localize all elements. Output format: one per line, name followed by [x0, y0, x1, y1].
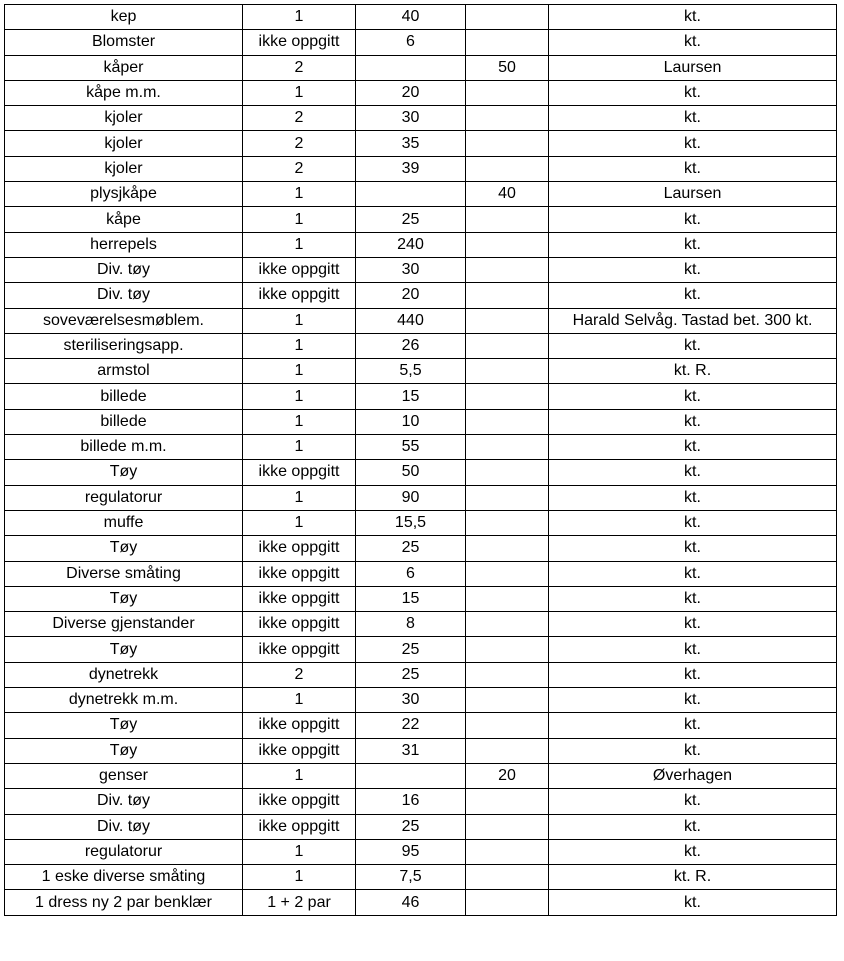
quantity-cell: 2	[243, 156, 356, 181]
price-cell: 22	[356, 713, 466, 738]
bid-cell	[466, 232, 549, 257]
table-row	[5, 409, 837, 434]
table-row	[5, 182, 837, 207]
bid-cell	[466, 359, 549, 384]
buyer-cell: Laursen	[549, 182, 837, 207]
item-cell: Div. tøy	[5, 257, 243, 282]
price-cell: 15	[356, 384, 466, 409]
bid-cell	[466, 30, 549, 55]
item-cell: billede	[5, 384, 243, 409]
table-row	[5, 763, 837, 788]
item-cell: Tøy	[5, 738, 243, 763]
buyer-cell: kt.	[549, 30, 837, 55]
quantity-cell: 2	[243, 662, 356, 687]
price-cell: 39	[356, 156, 466, 181]
buyer-cell: kt. R.	[549, 865, 837, 890]
table-row	[5, 106, 837, 131]
quantity-cell: 1	[243, 182, 356, 207]
buyer-cell: kt.	[549, 713, 837, 738]
bid-cell	[466, 106, 549, 131]
buyer-cell: kt.	[549, 814, 837, 839]
quantity-cell: 1	[243, 80, 356, 105]
price-cell: 26	[356, 333, 466, 358]
buyer-cell: kt.	[549, 257, 837, 282]
quantity-cell: 1 + 2 par	[243, 890, 356, 915]
buyer-cell: kt.	[549, 561, 837, 586]
table-row	[5, 637, 837, 662]
table-body	[5, 5, 837, 916]
buyer-cell: kt.	[549, 789, 837, 814]
price-cell: 10	[356, 409, 466, 434]
item-cell: Blomster	[5, 30, 243, 55]
bid-cell	[466, 308, 549, 333]
item-cell: Diverse gjenstander	[5, 612, 243, 637]
bid-cell	[466, 485, 549, 510]
quantity-cell: 1	[243, 333, 356, 358]
item-cell: kåpe	[5, 207, 243, 232]
buyer-cell: kt.	[549, 131, 837, 156]
bid-cell	[466, 814, 549, 839]
bid-cell	[466, 283, 549, 308]
buyer-cell: Harald Selvåg. Tastad bet. 300 kt.	[549, 308, 837, 333]
auction-table	[4, 4, 837, 916]
item-cell: regulatorur	[5, 839, 243, 864]
quantity-cell: ikke oppgitt	[243, 30, 356, 55]
quantity-cell: ikke oppgitt	[243, 586, 356, 611]
table-row	[5, 485, 837, 510]
buyer-cell: kt.	[549, 890, 837, 915]
bid-cell	[466, 839, 549, 864]
table-row	[5, 536, 837, 561]
price-cell: 30	[356, 106, 466, 131]
buyer-cell: Laursen	[549, 55, 837, 80]
item-cell: armstol	[5, 359, 243, 384]
price-cell: 7,5	[356, 865, 466, 890]
bid-cell: 20	[466, 763, 549, 788]
bid-cell	[466, 409, 549, 434]
buyer-cell: kt.	[549, 333, 837, 358]
quantity-cell: 1	[243, 865, 356, 890]
price-cell: 6	[356, 561, 466, 586]
price-cell: 50	[356, 460, 466, 485]
table-row	[5, 713, 837, 738]
buyer-cell: kt.	[549, 106, 837, 131]
price-cell: 31	[356, 738, 466, 763]
buyer-cell: kt.	[549, 839, 837, 864]
item-cell: Diverse småting	[5, 561, 243, 586]
table-row	[5, 55, 837, 80]
quantity-cell: 1	[243, 308, 356, 333]
bid-cell	[466, 586, 549, 611]
item-cell: billede m.m.	[5, 435, 243, 460]
quantity-cell: 1	[243, 485, 356, 510]
quantity-cell: 2	[243, 131, 356, 156]
bid-cell	[466, 865, 549, 890]
bid-cell	[466, 5, 549, 30]
price-cell: 8	[356, 612, 466, 637]
item-cell: Tøy	[5, 536, 243, 561]
table-row	[5, 510, 837, 535]
price-cell: 25	[356, 814, 466, 839]
bid-cell	[466, 207, 549, 232]
item-cell: 1 eske diverse småting	[5, 865, 243, 890]
bid-cell	[466, 637, 549, 662]
table-row	[5, 890, 837, 915]
quantity-cell: 2	[243, 106, 356, 131]
item-cell: soveværelsesmøblem.	[5, 308, 243, 333]
bid-cell	[466, 536, 549, 561]
quantity-cell: 1	[243, 409, 356, 434]
item-cell: genser	[5, 763, 243, 788]
table-row	[5, 662, 837, 687]
price-cell	[356, 55, 466, 80]
price-cell: 30	[356, 257, 466, 282]
buyer-cell: kt.	[549, 409, 837, 434]
table-row	[5, 384, 837, 409]
quantity-cell: 1	[243, 435, 356, 460]
bid-cell	[466, 156, 549, 181]
bid-cell	[466, 789, 549, 814]
price-cell: 25	[356, 536, 466, 561]
table-row	[5, 789, 837, 814]
quantity-cell: ikke oppgitt	[243, 713, 356, 738]
quantity-cell: ikke oppgitt	[243, 460, 356, 485]
quantity-cell: 1	[243, 207, 356, 232]
item-cell: Tøy	[5, 713, 243, 738]
item-cell: Div. tøy	[5, 814, 243, 839]
price-cell: 35	[356, 131, 466, 156]
table-row	[5, 333, 837, 358]
table-row	[5, 865, 837, 890]
buyer-cell: kt.	[549, 5, 837, 30]
table-row	[5, 738, 837, 763]
bid-cell	[466, 435, 549, 460]
item-cell: dynetrekk	[5, 662, 243, 687]
buyer-cell: kt.	[549, 688, 837, 713]
price-cell: 25	[356, 207, 466, 232]
item-cell: kjoler	[5, 106, 243, 131]
quantity-cell: ikke oppgitt	[243, 283, 356, 308]
quantity-cell: 1	[243, 510, 356, 535]
price-cell: 90	[356, 485, 466, 510]
price-cell: 15	[356, 586, 466, 611]
bid-cell	[466, 510, 549, 535]
quantity-cell: ikke oppgitt	[243, 738, 356, 763]
quantity-cell: 1	[243, 5, 356, 30]
table-row	[5, 308, 837, 333]
bid-cell	[466, 890, 549, 915]
buyer-cell: kt.	[549, 207, 837, 232]
item-cell: dynetrekk m.m.	[5, 688, 243, 713]
buyer-cell: kt.	[549, 586, 837, 611]
table-row	[5, 359, 837, 384]
bid-cell: 50	[466, 55, 549, 80]
bid-cell	[466, 561, 549, 586]
price-cell: 5,5	[356, 359, 466, 384]
table-row	[5, 586, 837, 611]
quantity-cell: 1	[243, 839, 356, 864]
item-cell: Tøy	[5, 637, 243, 662]
buyer-cell: kt.	[549, 460, 837, 485]
price-cell: 15,5	[356, 510, 466, 535]
quantity-cell: 1	[243, 688, 356, 713]
quantity-cell: ikke oppgitt	[243, 257, 356, 282]
table-row	[5, 839, 837, 864]
price-cell: 240	[356, 232, 466, 257]
table-row	[5, 688, 837, 713]
table-row	[5, 5, 837, 30]
price-cell	[356, 182, 466, 207]
item-cell: kåpe m.m.	[5, 80, 243, 105]
quantity-cell: 1	[243, 232, 356, 257]
buyer-cell: kt.	[549, 232, 837, 257]
price-cell: 95	[356, 839, 466, 864]
item-cell: kjoler	[5, 131, 243, 156]
table-row	[5, 232, 837, 257]
buyer-cell: kt.	[549, 510, 837, 535]
item-cell: Div. tøy	[5, 789, 243, 814]
buyer-cell: kt.	[549, 384, 837, 409]
buyer-cell: kt.	[549, 435, 837, 460]
quantity-cell: 1	[243, 763, 356, 788]
table-row	[5, 283, 837, 308]
buyer-cell: kt.	[549, 738, 837, 763]
table-row	[5, 561, 837, 586]
table-row	[5, 207, 837, 232]
price-cell: 6	[356, 30, 466, 55]
table-row	[5, 814, 837, 839]
quantity-cell: 1	[243, 359, 356, 384]
item-cell: kåper	[5, 55, 243, 80]
quantity-cell: 2	[243, 55, 356, 80]
price-cell: 25	[356, 662, 466, 687]
item-cell: billede	[5, 409, 243, 434]
table-row	[5, 257, 837, 282]
item-cell: plysjkåpe	[5, 182, 243, 207]
buyer-cell: Øverhagen	[549, 763, 837, 788]
bid-cell	[466, 738, 549, 763]
price-cell: 30	[356, 688, 466, 713]
quantity-cell: ikke oppgitt	[243, 536, 356, 561]
buyer-cell: kt.	[549, 612, 837, 637]
table-row	[5, 30, 837, 55]
buyer-cell: kt.	[549, 283, 837, 308]
quantity-cell: ikke oppgitt	[243, 814, 356, 839]
item-cell: regulatorur	[5, 485, 243, 510]
table-row	[5, 131, 837, 156]
buyer-cell: kt. R.	[549, 359, 837, 384]
item-cell: kjoler	[5, 156, 243, 181]
buyer-cell: kt.	[549, 485, 837, 510]
quantity-cell: ikke oppgitt	[243, 789, 356, 814]
item-cell: kep	[5, 5, 243, 30]
buyer-cell: kt.	[549, 80, 837, 105]
buyer-cell: kt.	[549, 637, 837, 662]
buyer-cell: kt.	[549, 536, 837, 561]
price-cell: 20	[356, 80, 466, 105]
item-cell: steriliseringsapp.	[5, 333, 243, 358]
table-row	[5, 80, 837, 105]
bid-cell	[466, 257, 549, 282]
price-cell: 40	[356, 5, 466, 30]
bid-cell	[466, 460, 549, 485]
price-cell: 16	[356, 789, 466, 814]
price-cell: 440	[356, 308, 466, 333]
item-cell: herrepels	[5, 232, 243, 257]
table-row	[5, 435, 837, 460]
bid-cell: 40	[466, 182, 549, 207]
price-cell: 20	[356, 283, 466, 308]
quantity-cell: ikke oppgitt	[243, 612, 356, 637]
price-cell: 55	[356, 435, 466, 460]
bid-cell	[466, 612, 549, 637]
bid-cell	[466, 333, 549, 358]
item-cell: 1 dress ny 2 par benklær	[5, 890, 243, 915]
quantity-cell: ikke oppgitt	[243, 561, 356, 586]
buyer-cell: kt.	[549, 662, 837, 687]
quantity-cell: 1	[243, 384, 356, 409]
price-cell	[356, 763, 466, 788]
bid-cell	[466, 688, 549, 713]
bid-cell	[466, 80, 549, 105]
item-cell: Tøy	[5, 460, 243, 485]
table-row	[5, 612, 837, 637]
item-cell: Div. tøy	[5, 283, 243, 308]
item-cell: Tøy	[5, 586, 243, 611]
item-cell: muffe	[5, 510, 243, 535]
price-cell: 25	[356, 637, 466, 662]
bid-cell	[466, 131, 549, 156]
bid-cell	[466, 713, 549, 738]
buyer-cell: kt.	[549, 156, 837, 181]
table-row	[5, 156, 837, 181]
table-row	[5, 460, 837, 485]
quantity-cell: ikke oppgitt	[243, 637, 356, 662]
bid-cell	[466, 384, 549, 409]
bid-cell	[466, 662, 549, 687]
price-cell: 46	[356, 890, 466, 915]
